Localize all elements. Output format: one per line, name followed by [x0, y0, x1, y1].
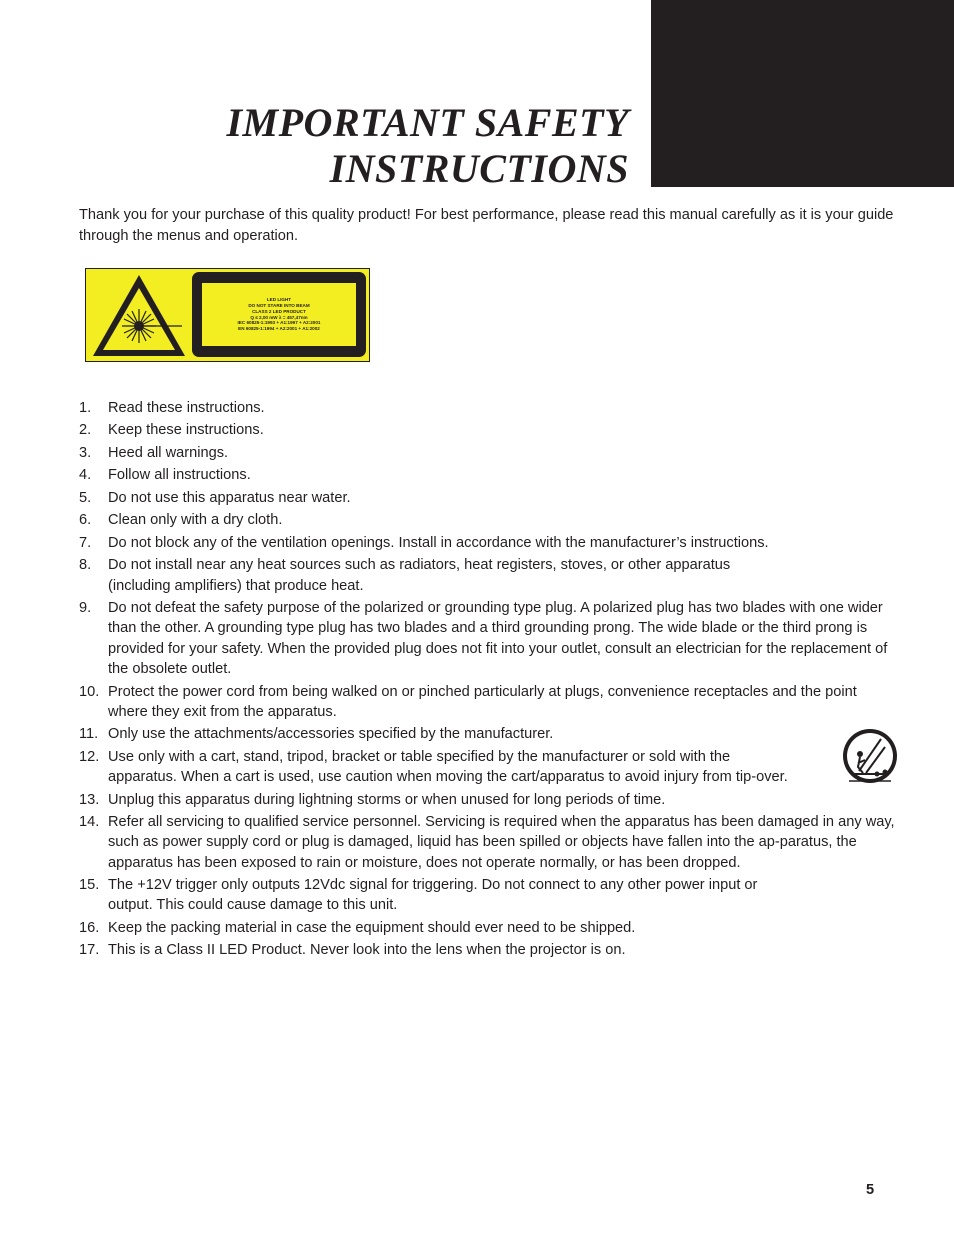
list-item	[79, 940, 899, 960]
item-text: Use only with a cart, stand, tripod, bracket or table specified by the manufacturer or sold with the apparatus. When a cart is used, use caution when moving the cart/apparatus to avoid injury from tip-over.	[108, 748, 788, 786]
page-title-line: INSTRUCTIONS	[329, 146, 629, 191]
laser-label-text-area	[202, 283, 356, 346]
item-number: 2.	[79, 422, 92, 439]
item-number: 6.	[79, 512, 92, 529]
laser-warning-label	[85, 268, 370, 362]
item-text: Keep these instructions.	[108, 422, 264, 439]
item-text: Do not block any of the ventilation openings. Install in accordance with the manufacturer’s instructions.	[108, 534, 769, 551]
item-text: Follow all instructions.	[108, 467, 251, 484]
item-number: 9.	[79, 600, 92, 617]
item-number: 12.	[79, 748, 100, 765]
safety-instructions-list	[79, 398, 899, 963]
page-title	[226, 100, 629, 192]
item-text: Clean only with a dry cloth.	[108, 512, 283, 529]
item-number: 4.	[79, 467, 92, 484]
item-number: 10.	[79, 683, 100, 700]
cart-tip-over-icon	[841, 727, 899, 785]
item-number: 16.	[79, 919, 100, 936]
list-item	[79, 790, 899, 810]
item-number: 7.	[79, 534, 92, 551]
laser-label-line: IEC 60825-1:1993 + A1:1997 + A2:2001	[237, 320, 321, 326]
item-text: Heed all warnings.	[108, 444, 229, 461]
item-number: 8.	[79, 557, 92, 574]
list-item	[79, 555, 899, 596]
list-item	[79, 724, 899, 744]
item-number: 13.	[79, 791, 100, 808]
list-item	[79, 747, 899, 788]
page-number: 5	[866, 1182, 875, 1198]
item-text: Do not defeat the safety purpose of the polarized or grounding type plug. A polarized plug has two blades with one wider than the other. A grounding type plug has two blades and a third grounding prong. The wide blade or the third prong is provided for your safety. When the provided plug does not fit into your outlet, consult an electrician for the replacement of the obsolete outlet.	[108, 600, 888, 678]
list-item	[79, 918, 899, 938]
list-item	[79, 465, 899, 485]
laser-label-line: LED LIGHT	[266, 297, 292, 303]
item-text: Refer all servicing to qualified service personnel. Servicing is required when the apparatus has been damaged in any way, such as power supply cord or plug is damaged, liquid has been spilled or objects have fallen into the ap-paratus, the apparatus has been exposed to rain or moisture, does not operate normally, or has been dropped.	[108, 814, 895, 871]
laser-warning-icon	[90, 272, 188, 360]
laser-label-line: CLASS 2 LED PRODUCT	[252, 308, 306, 314]
list-item	[79, 443, 899, 463]
list-item	[79, 510, 899, 530]
item-text: This is a Class II LED Product. Never look into the lens when the projector is on.	[108, 942, 626, 959]
item-number: 11.	[79, 726, 99, 743]
item-text: Only use the attachments/accessories specified by the manufacturer.	[108, 726, 554, 743]
list-item	[79, 420, 899, 440]
item-number: 1.	[79, 400, 92, 416]
laser-label-line: Q ≤ 2,00 mW λ = 457,47nm	[250, 314, 308, 320]
item-number: 5.	[79, 489, 92, 506]
list-item	[79, 398, 899, 418]
laser-label-line: DO NOT STARE INTO BEAM	[248, 303, 310, 309]
item-text: Unplug this apparatus during lightning storms or when unused for long periods of time.	[108, 791, 666, 808]
item-number: 17.	[79, 942, 100, 959]
item-text: Protect the power cord from being walked on or pinched particularly at plugs, convenience receptacles and the point where they exit from the apparatus.	[108, 683, 857, 720]
intro-paragraph: Thank you for your purchase of this quality product! For best performance, please read this manual carefully as it is your guide through the menus and operation.	[79, 207, 894, 244]
item-number: 3.	[79, 444, 92, 461]
item-number: 15.	[79, 877, 100, 894]
item-text: Do not use this apparatus near water.	[108, 489, 351, 506]
list-item	[79, 682, 899, 723]
item-text: The +12V trigger only outputs 12Vdc signal for triggering. Do not connect to any other power input or output. This could cause damage to this unit.	[108, 877, 758, 914]
list-item	[79, 812, 899, 873]
item-text: Keep the packing material in case the equipment should ever need to be shipped.	[108, 919, 636, 936]
laser-label-text-box	[192, 272, 366, 357]
list-item	[79, 598, 899, 679]
item-text: Do not install near any heat sources such as radiators, heat registers, stoves, or other apparatus (including amplifiers) that produce heat.	[108, 557, 731, 594]
page-title-line: IMPORTANT SAFETY	[226, 100, 629, 145]
item-number: 14.	[79, 814, 100, 831]
list-item	[79, 533, 899, 553]
laser-label-line: EN 60825-1:1994 + A2:2001 + A1:2002	[238, 325, 320, 331]
header-corner-block	[651, 0, 954, 187]
list-item	[79, 488, 899, 508]
list-item	[79, 875, 899, 916]
item-text: Read these instructions.	[108, 400, 265, 416]
